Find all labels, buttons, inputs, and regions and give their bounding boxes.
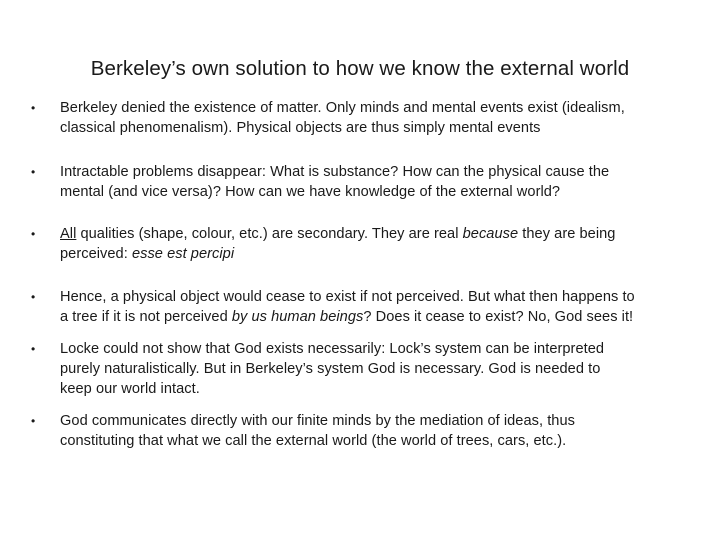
bullet-line: keep our world intact. — [60, 381, 200, 397]
bullet-text — [60, 287, 712, 327]
bullet-line: purely naturalistically. But in Berkeley’s system God is necessary. God is needed to — [60, 361, 601, 377]
bullet-line: Berkeley denied the existence of matter. Only minds and mental events exist (idealism, — [60, 100, 625, 116]
bullet-line — [60, 224, 712, 244]
bullet-line: Locke could not show that God exists necessarily: Lock’s system can be interpreted — [60, 341, 605, 357]
bullet-line: constituting that what we call the external world (the world of trees, cars, etc.). — [60, 433, 567, 449]
italic-text: by us human beings — [231, 309, 364, 325]
text-span: a tree if it is not perceived — [60, 309, 232, 325]
bullet-line — [60, 244, 712, 264]
bullet-marker: • — [31, 101, 36, 115]
underlined-text: All — [60, 226, 77, 242]
bullet-line: God communicates directly with our finite minds by the mediation of ideas, thus — [60, 413, 575, 429]
bullet-line: Hence, a physical object would cease to exist if not perceived. But what then happens to — [60, 289, 635, 305]
bullet-marker: • — [31, 165, 36, 179]
bullet-marker: • — [31, 342, 36, 356]
italic-text: esse est percipi — [131, 246, 235, 262]
bullet-text — [60, 98, 712, 138]
bullet-marker: • — [31, 227, 36, 241]
text-span: qualities (shape, colour, etc.) are secondary. They are real — [76, 226, 463, 242]
bullet-text — [60, 162, 712, 202]
bullet-line: Intractable problems disappear: What is substance? How can the physical cause the — [60, 164, 610, 180]
slide-title: Berkeley’s own solution to how we know the external world — [90, 57, 630, 80]
bullet-text — [60, 224, 712, 264]
bullet-marker: • — [31, 290, 36, 304]
bullet-text — [60, 339, 712, 399]
bullet-text — [60, 411, 712, 451]
bullet-line: classical phenomenalism). Physical objects are thus simply mental events — [60, 120, 541, 136]
text-span: perceived: — [60, 246, 132, 262]
text-span: ? Does it cease to exist? No, God sees it! — [363, 309, 634, 325]
bullet-marker: • — [31, 414, 36, 428]
bullet-line: mental (and vice versa)? How can we have knowledge of the external world? — [60, 184, 561, 200]
text-span: they are being — [518, 226, 616, 242]
bullet-line — [60, 307, 712, 327]
italic-text: because — [462, 226, 519, 242]
